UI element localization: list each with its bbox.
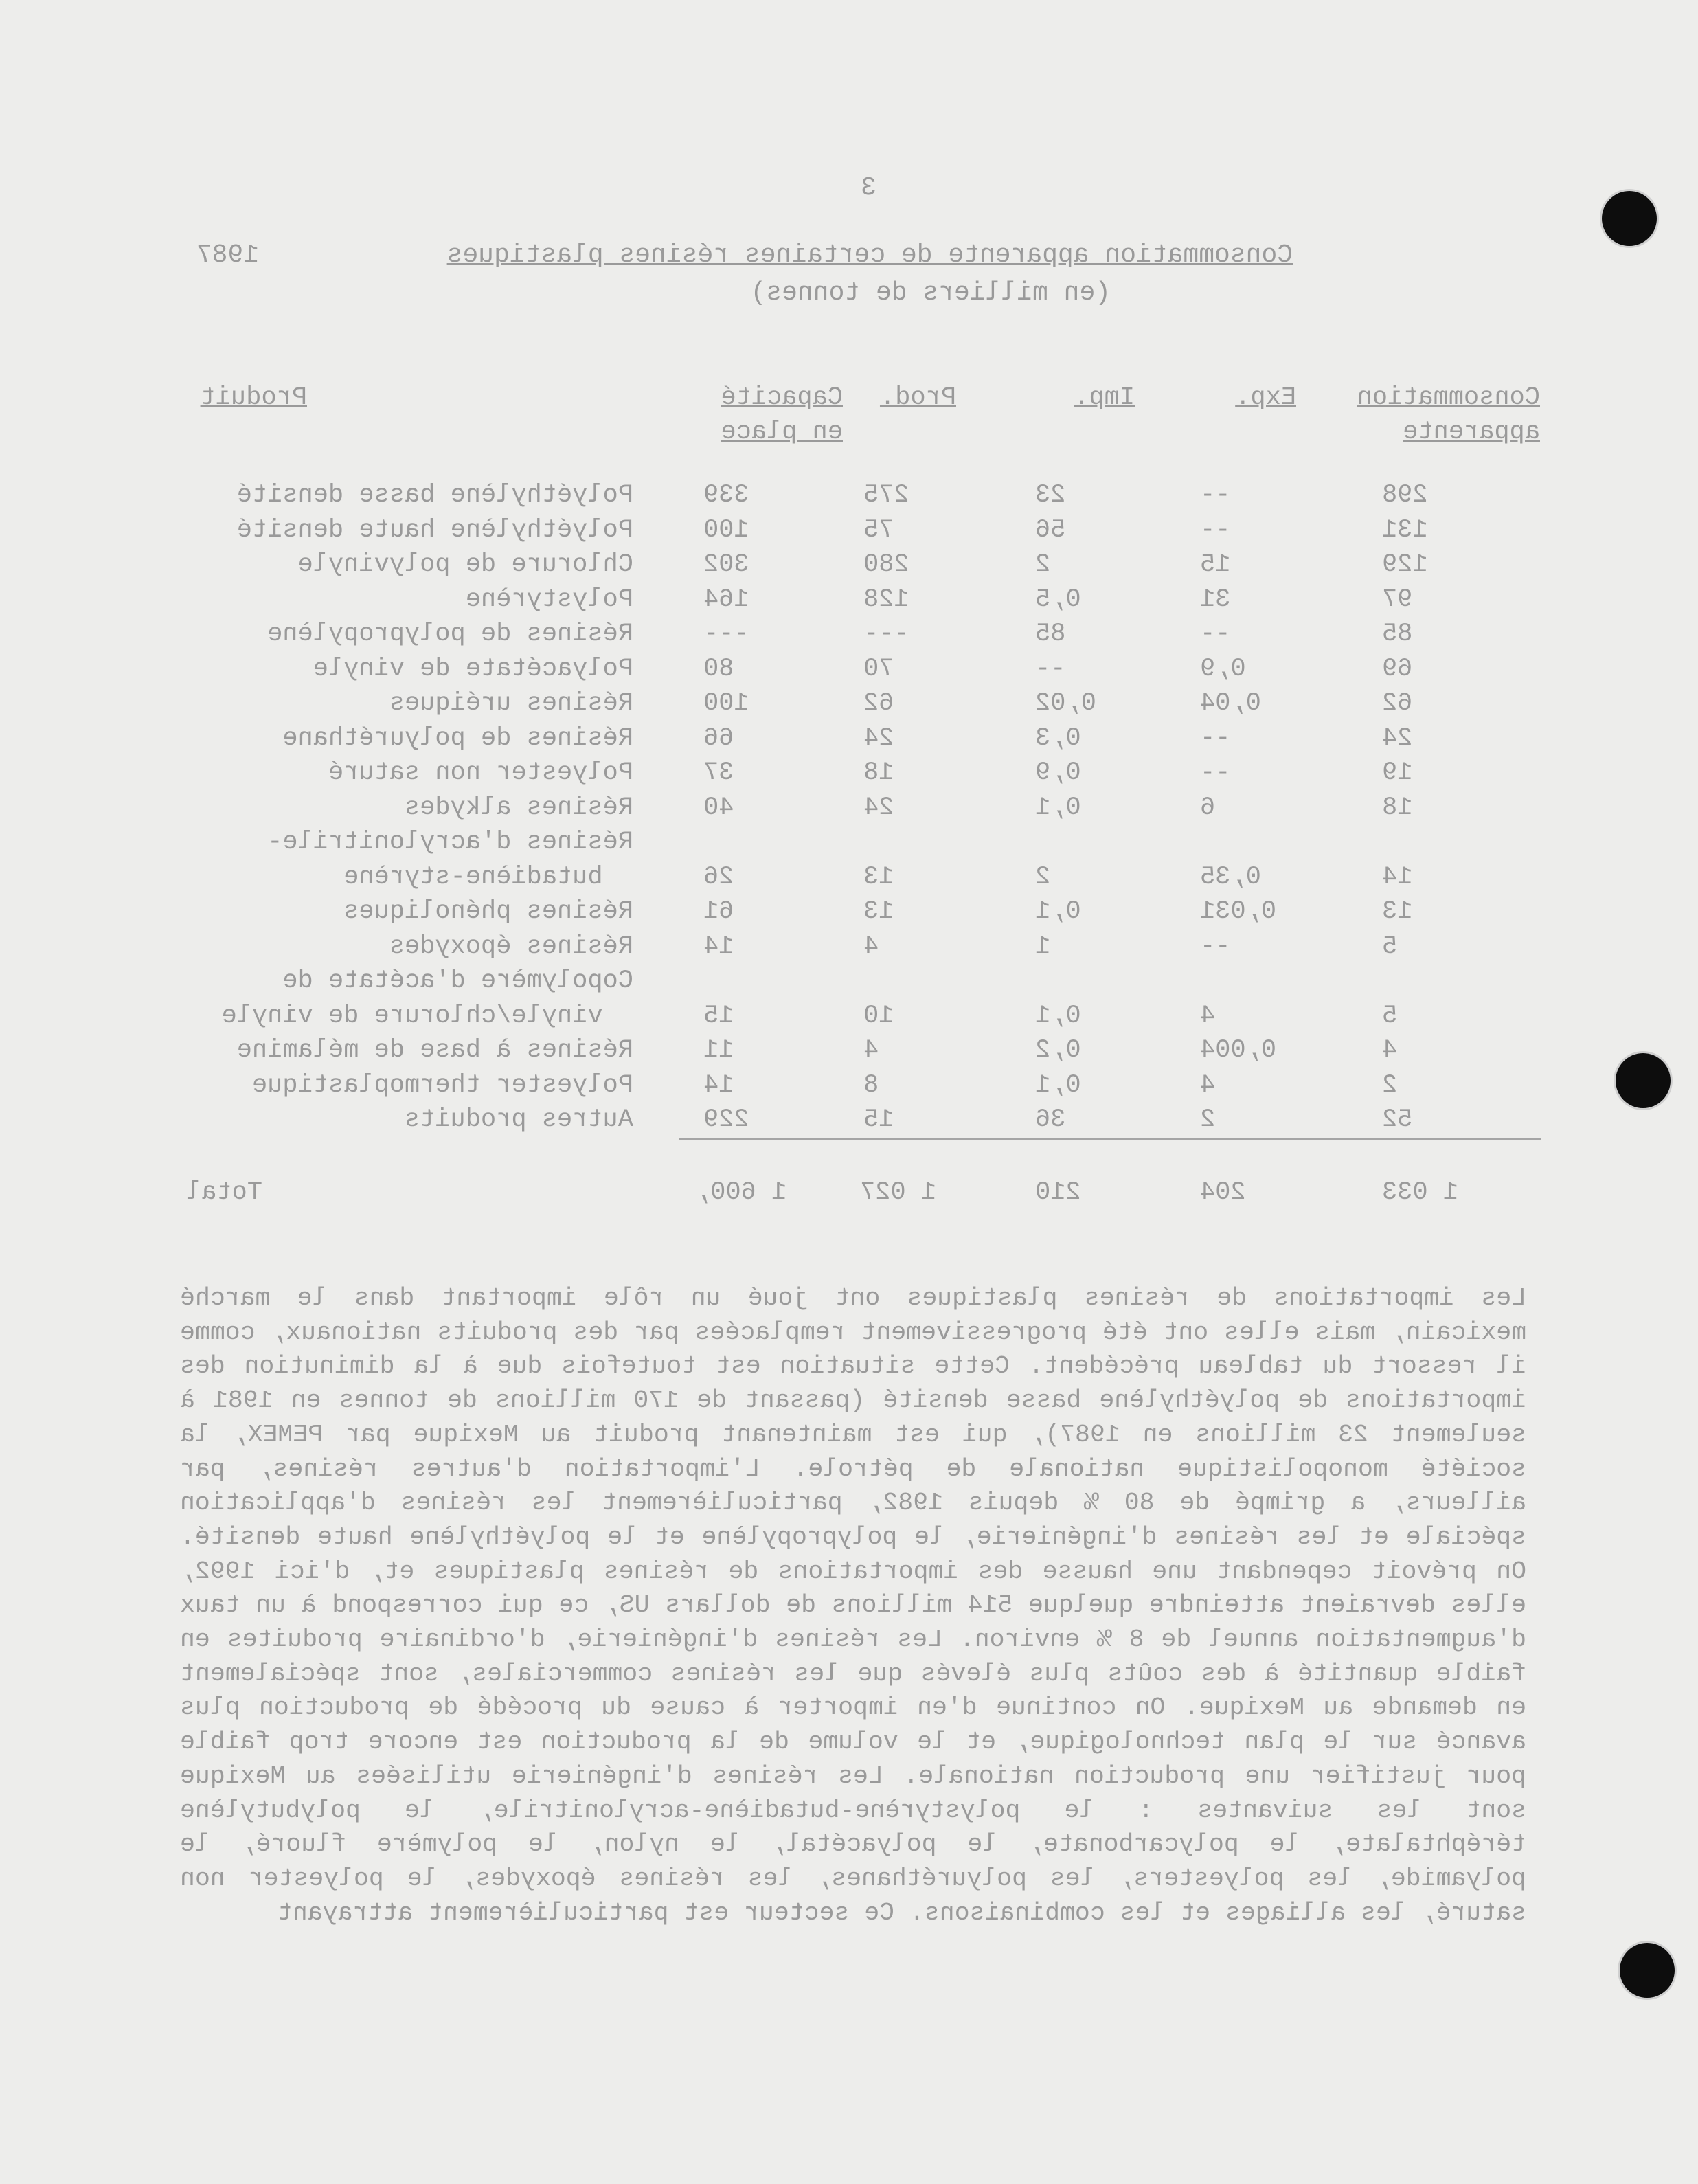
cell-production: 128 xyxy=(863,585,909,614)
cell-exports: -- xyxy=(1200,515,1231,545)
cell-capacity: 14 xyxy=(703,932,734,961)
cell-exports: 2 xyxy=(1200,1105,1216,1134)
cell-capacity: 66 xyxy=(703,723,734,753)
header-capacity-line1: Capacité xyxy=(721,383,843,412)
table-row xyxy=(0,1002,1698,1037)
cell-imports: 2 xyxy=(1035,550,1051,579)
cell-production: 24 xyxy=(863,723,894,753)
cell-imports: 1 xyxy=(1035,932,1051,961)
table-row xyxy=(0,689,1698,724)
cell-capacity: 37 xyxy=(703,758,734,787)
cell-imports: 0,1 xyxy=(1035,1001,1081,1031)
total-label: Total xyxy=(185,1178,262,1207)
cell-production: 8 xyxy=(863,1070,879,1100)
cell-exports: 0,004 xyxy=(1200,1036,1277,1065)
cell-consumption: 131 xyxy=(1382,515,1428,545)
table-row xyxy=(0,1105,1698,1140)
total-exports: 204 xyxy=(1200,1178,1246,1207)
binder-hole-middle xyxy=(1616,1053,1671,1108)
cell-exports: 6 xyxy=(1200,793,1216,822)
cell-capacity: 302 xyxy=(703,550,749,579)
table-row xyxy=(0,516,1698,551)
cell-exports: -- xyxy=(1200,932,1231,961)
cell-product: butadiène-styrène xyxy=(343,862,633,892)
cell-imports: 56 xyxy=(1035,515,1066,545)
cell-exports: -- xyxy=(1200,758,1231,787)
cell-imports: 36 xyxy=(1035,1105,1066,1134)
header-production: Prod. xyxy=(879,383,956,412)
cell-imports: -- xyxy=(1035,654,1066,684)
cell-product: Copolymère d'acétate de xyxy=(282,967,633,995)
cell-capacity: 80 xyxy=(703,654,734,684)
cell-production: 275 xyxy=(863,481,909,510)
cell-product: Résines époxydes xyxy=(389,932,633,961)
total-rule xyxy=(679,1138,1541,1140)
cell-consumption: 129 xyxy=(1382,550,1428,579)
cell-capacity: 339 xyxy=(703,481,749,510)
cell-imports: 0,2 xyxy=(1035,1036,1081,1065)
cell-production: 13 xyxy=(863,897,894,926)
table-row xyxy=(0,828,1698,863)
cell-capacity: --- xyxy=(703,620,749,649)
header-capacity-line2: en place xyxy=(721,418,843,447)
table-body xyxy=(0,481,1698,1140)
total-row xyxy=(0,1178,1698,1213)
cell-consumption: 24 xyxy=(1382,723,1413,753)
cell-exports: 0,031 xyxy=(1200,897,1277,926)
cell-product: Résines alkydes xyxy=(404,793,633,822)
cell-consumption: 85 xyxy=(1382,620,1413,649)
header-consumption xyxy=(1357,381,1540,449)
cell-product: Polyester non saturé xyxy=(328,758,633,787)
table-row xyxy=(0,897,1698,932)
table-row xyxy=(0,655,1698,690)
cell-exports: 4 xyxy=(1200,1001,1216,1031)
binder-hole-top xyxy=(1602,191,1657,246)
cell-consumption: 5 xyxy=(1382,1001,1398,1031)
total-capacity: 1 600, xyxy=(695,1178,787,1207)
cell-imports: 85 xyxy=(1035,620,1066,649)
cell-exports: 0,9 xyxy=(1200,654,1246,684)
cell-production: 18 xyxy=(863,758,894,787)
cell-consumption: 52 xyxy=(1382,1105,1413,1134)
body-paragraph: Les importations de résines plastiques ont joué un rôle important dans le marché mexicain, mais elles ont été progressivement remplacées par des produits nationaux, comme il ressort du tableau précédent. Cette situation est toutefois due à la diminution des importations de polyéthylène basse densité (passant de 170 millions de tonnes en 1981 à seulement 23 millions en 1987), qui est maintenant produit au Mexique par PEMEX, la société monopolistique nationale de pétrole. L'importation d'autres résines, par ailleurs, a grimpé de 80 % depuis 1982, particulièrement les résines d'application spéciale et les résines d'ingénierie, le polypropylène et le polyéthylène haute densité. On prévoit cependant une hausse des importations de résines plastiques et, d'ici 1992, elles devraient atteindre quelque 514 millions de dollars US, ce qui correspond à un taux d'augmentation annuel de 8 % environ. Les résines d'ingénierie, d'ordinaire produites en faible quantité à des coûts plus élevés que les résines commerciales, sont spécialement en demande au Mexique. On continue d'en importer à cause du procédé de production plus avancé sur le plan technologique, et le volume de la production est encore trop faible pour justifier une production nationale. Les résines d'ingénierie utilisées au Mexique sont les suivantes : le polystyrène-butadiène-acrylonitrile, le polybutylène téréphtalate, le polycarbonate, le polyacétal, le nylon, le polymère fluoré, le polyamide, les polyesters, les polyuréthanes, les résines époxydes, le polyester non saturé, les alliages et les combinaisons. Ce secteur est particulièrement attrayant xyxy=(180,1284,1526,1927)
cell-production: 75 xyxy=(863,515,894,545)
cell-production: 24 xyxy=(863,793,894,822)
cell-consumption: 62 xyxy=(1382,689,1413,718)
table-year: 1987 xyxy=(196,240,259,270)
cell-production: --- xyxy=(863,620,909,649)
cell-capacity: 61 xyxy=(703,897,734,926)
header-exports: Exp. xyxy=(1235,383,1296,412)
cell-imports: 0,1 xyxy=(1035,793,1081,822)
cell-product: Résines à base de mélamine xyxy=(236,1036,633,1065)
cell-consumption: 298 xyxy=(1382,481,1428,510)
table-row xyxy=(0,758,1698,793)
table-title: Consommation apparente de certaines résines plastiques xyxy=(446,240,1293,270)
cell-product: vinyle/chlorure de vinyle xyxy=(221,1001,633,1031)
header-product: Produit xyxy=(200,383,307,412)
cell-capacity: 100 xyxy=(703,515,749,545)
cell-capacity: 15 xyxy=(703,1001,734,1031)
cell-capacity: 229 xyxy=(703,1105,749,1134)
cell-product: Chlorure de polyvinyle xyxy=(297,550,633,579)
cell-consumption: 18 xyxy=(1382,793,1413,822)
cell-product: Polyéthylène basse densité xyxy=(236,481,633,510)
cell-imports: 2 xyxy=(1035,862,1051,892)
cell-imports: 0,02 xyxy=(1035,689,1096,718)
cell-imports: 0,9 xyxy=(1035,758,1081,787)
cell-production: 70 xyxy=(863,654,894,684)
cell-imports: 0,1 xyxy=(1035,897,1081,926)
cell-exports: -- xyxy=(1200,723,1231,753)
binder-hole-bottom xyxy=(1620,1943,1675,1998)
cell-imports: 0,1 xyxy=(1035,1070,1081,1100)
table-row xyxy=(0,932,1698,967)
cell-consumption: 69 xyxy=(1382,654,1413,684)
table-row xyxy=(0,620,1698,655)
cell-exports: -- xyxy=(1200,481,1231,510)
table-row xyxy=(0,481,1698,516)
cell-exports: 4 xyxy=(1200,1070,1216,1100)
table-row xyxy=(0,793,1698,829)
cell-exports: 0,04 xyxy=(1200,689,1261,718)
cell-product: Résines uréiques xyxy=(389,689,633,718)
cell-capacity: 40 xyxy=(703,793,734,822)
cell-consumption: 97 xyxy=(1382,585,1413,614)
cell-product: Polyéthylène haute densité xyxy=(236,515,633,545)
cell-exports: 0,35 xyxy=(1200,862,1261,892)
total-imports: 210 xyxy=(1035,1178,1081,1207)
cell-exports: 31 xyxy=(1200,585,1231,614)
cell-production: 13 xyxy=(863,862,894,892)
cell-imports: 0,3 xyxy=(1035,723,1081,753)
cell-consumption: 2 xyxy=(1382,1070,1398,1100)
table-row xyxy=(0,550,1698,585)
cell-product: Résines d'acrylonitrile- xyxy=(267,828,633,857)
cell-product: Résines de polypropylène xyxy=(267,620,633,649)
total-production: 1 027 xyxy=(860,1178,937,1207)
table-row xyxy=(0,863,1698,898)
cell-imports: 0,5 xyxy=(1035,585,1081,614)
cell-production: 15 xyxy=(863,1105,894,1134)
table-subtitle: (en milliers de tonnes) xyxy=(750,278,1111,308)
table-row xyxy=(0,1036,1698,1071)
page-number: 3 xyxy=(861,173,876,203)
cell-product: Autres produits xyxy=(404,1105,633,1134)
cell-capacity: 164 xyxy=(703,585,749,614)
cell-capacity: 100 xyxy=(703,689,749,718)
header-imports: Imp. xyxy=(1074,383,1135,412)
cell-product: Polyester thermoplastique xyxy=(251,1070,633,1100)
header-consumption-line2: apparente xyxy=(1403,418,1540,447)
cell-product: Résines phénoliques xyxy=(343,897,633,926)
cell-production: 4 xyxy=(863,932,879,961)
cell-production: 62 xyxy=(863,689,894,718)
cell-product: Polystyrène xyxy=(465,585,633,614)
cell-consumption: 5 xyxy=(1382,932,1398,961)
cell-consumption: 14 xyxy=(1382,862,1413,892)
cell-product: Polyacétate de vinyle xyxy=(313,654,633,684)
cell-consumption: 19 xyxy=(1382,758,1413,787)
cell-product: Résines de polyuréthane xyxy=(282,723,633,753)
cell-production: 4 xyxy=(863,1036,879,1065)
header-capacity xyxy=(721,381,843,449)
cell-exports: -- xyxy=(1200,620,1231,649)
header-consumption-line1: Consommation xyxy=(1357,383,1540,412)
total-consumption: 1 033 xyxy=(1382,1178,1459,1207)
cell-imports: 23 xyxy=(1035,481,1066,510)
cell-capacity: 14 xyxy=(703,1070,734,1100)
table-row xyxy=(0,585,1698,620)
cell-consumption: 13 xyxy=(1382,897,1413,926)
cell-exports: 15 xyxy=(1200,550,1231,579)
cell-capacity: 11 xyxy=(703,1036,734,1065)
table-row xyxy=(0,967,1698,1002)
table-row xyxy=(0,724,1698,759)
cell-production: 280 xyxy=(863,550,909,579)
cell-production: 10 xyxy=(863,1001,894,1031)
cell-capacity: 26 xyxy=(703,862,734,892)
table-row xyxy=(0,1071,1698,1106)
cell-consumption: 4 xyxy=(1382,1036,1398,1065)
